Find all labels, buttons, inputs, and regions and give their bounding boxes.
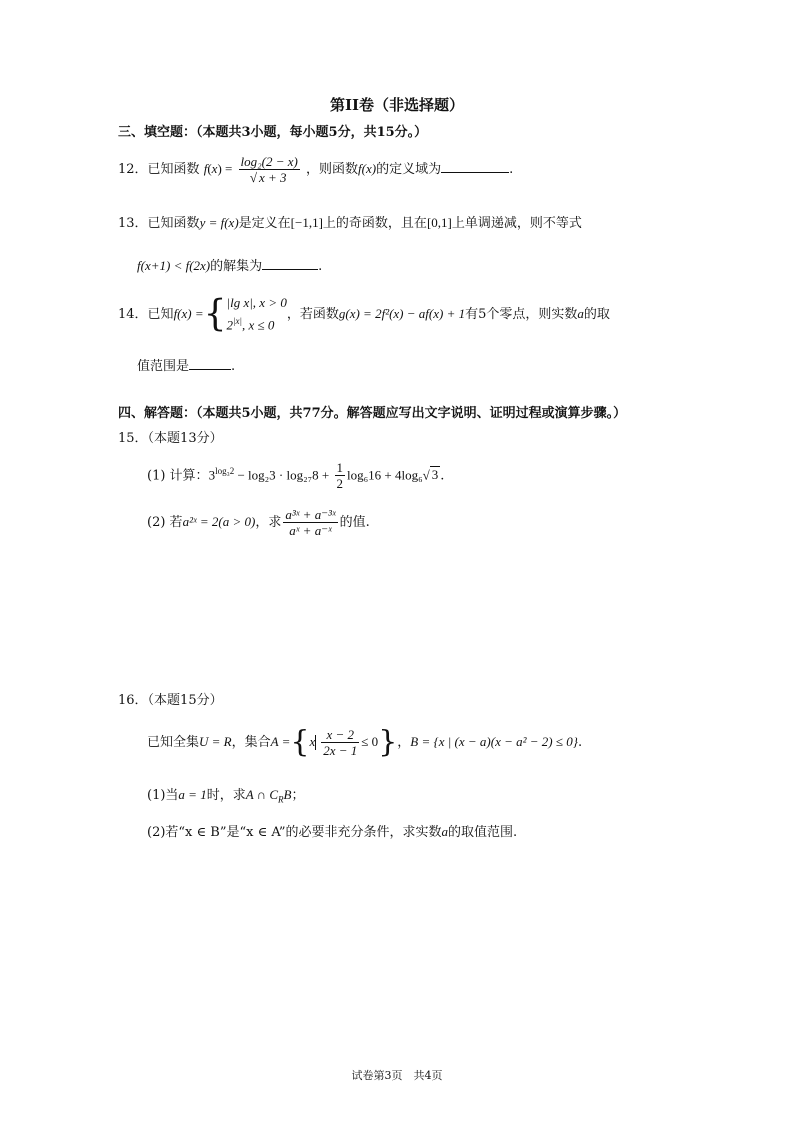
question-15-part1: (1) 计算：$3^{log_32} - \log_23 \cdot \log_{27}8$ + $\frac{1}{2}$ log₆16 + 4log₆√ 3 . xyxy=(147,460,445,492)
question-16-header: 16．（本题15分） xyxy=(118,693,223,708)
question-12: 12．已知函数 f(x) = $\frac{\text{log₂(2 − x)}}{√ x + 3}$ ，则函数f(x)的定义域为 . xyxy=(118,154,514,185)
section-4-heading: 四、解答题：（本题共5小题，共77分。解答题应写出文字说明、证明过程或演算步骤。） xyxy=(118,406,627,421)
question-number: 13． xyxy=(118,216,148,231)
question-16-part1: (1)当a = 1时，求A ∩ $C_RB$； xyxy=(147,787,305,805)
page-title: 第II卷（非选择题） xyxy=(329,96,465,114)
question-13-line1: 13．已知函数y = f(x)是定义在[−1,1]上的奇函数，且在[0,1]上单调递减，则不等式 xyxy=(118,215,582,231)
answer-blank[interactable] xyxy=(441,160,509,173)
half-fraction: $\frac{1}{2}$ xyxy=(336,460,344,492)
answer-blank[interactable] xyxy=(262,257,318,270)
set-a-fraction: $\frac{x - 2}{2x - 1}$ xyxy=(323,727,358,758)
question-15-part2: (2) 若a²ˣ = 2(a > 0)，求 $\frac{\text{a³ˣ + a⁻³ˣ}}{\text{aˣ + a⁻ˣ}}$ 的值. xyxy=(147,507,370,538)
question-number: 12． xyxy=(118,162,148,177)
piecewise-cases: |lg x|, x > 0 $2^{|x|}$, x ≤ 0 xyxy=(226,295,287,333)
question-14-line1: 14．已知f(x) ={ |lg x|, x > 0 $2^{|x|}$, x ≤ 0 ，若函数g(x) = 2f²(x) − af(x) + 1有5个零点，则实数a的取 xyxy=(118,293,610,335)
question-13-line2: f(x+1) < f(2x)的解集为 . xyxy=(137,258,323,274)
question-15-header: 15．（本题13分） xyxy=(118,431,223,446)
page-footer: 试卷第3页 共4页 xyxy=(351,1069,443,1082)
question-16-part2: (2)若“x ∈ B”是“x ∈ A”的必要非充分条件，求实数a的取值范围. xyxy=(147,824,518,840)
question-16-line1: 已知全集U = R，集合A ={x $\frac{x - 2}{2x - 1}$ ≤ 0}，B = {x | (x − a)(x − a² − 2) ≤ 0}. xyxy=(147,724,583,760)
section-3-heading: 三、填空题：（本题共3小题，每小题5分，共15分。） xyxy=(118,125,428,140)
question-number: 14． xyxy=(118,307,148,322)
answer-blank[interactable] xyxy=(189,357,231,370)
q15-fraction: $\frac{\text{a³ˣ + a⁻³ˣ}}{\text{aˣ + a⁻ˣ}}$ xyxy=(285,507,336,538)
piecewise-brace: { xyxy=(203,293,227,335)
q12-fraction: $\frac{\text{log₂(2 − x)}}{√ x + 3}$ xyxy=(240,154,298,185)
question-14-line2: 值范围是 . xyxy=(137,359,236,374)
